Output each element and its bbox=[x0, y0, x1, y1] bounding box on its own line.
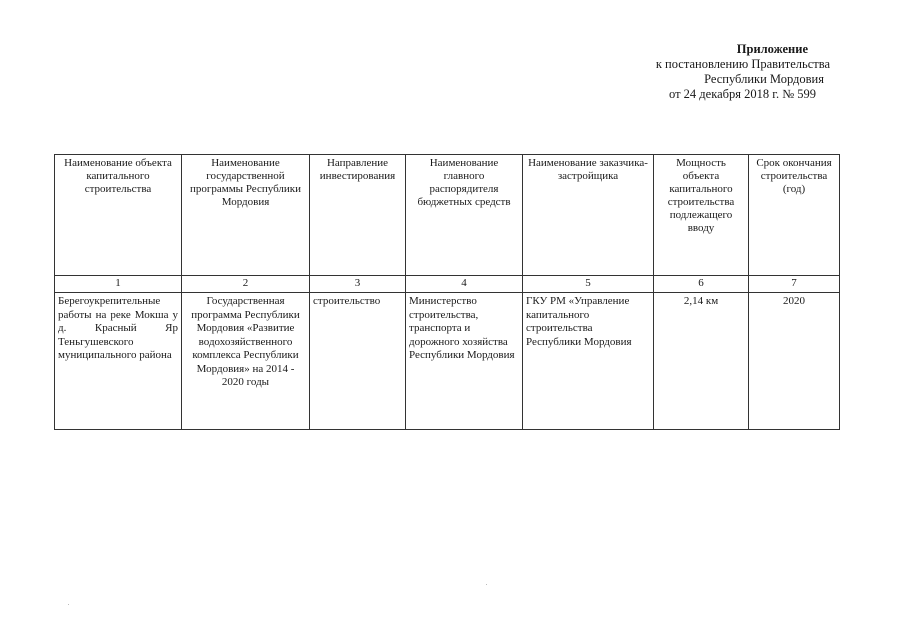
header-program-name: Наименование государственной программы Республики Мордовия bbox=[182, 155, 310, 276]
table-row bbox=[55, 293, 840, 430]
header-investment-direction: Направление инвестирования bbox=[310, 155, 406, 276]
column-number: 7 bbox=[749, 276, 840, 293]
resolution-reference: к постановлению Правительства bbox=[655, 57, 830, 71]
scan-speck bbox=[68, 604, 69, 605]
cell-completion-year: 2020 bbox=[749, 293, 840, 430]
column-number: 3 bbox=[310, 276, 406, 293]
cell-customer-developer: ГКУ РМ «Управление капитального строительства Республики Мордовия bbox=[523, 293, 654, 430]
cell-investment-direction: строительство bbox=[310, 293, 406, 430]
capital-construction-table bbox=[54, 154, 840, 430]
table-header-row bbox=[55, 155, 840, 276]
header-completion-year: Срок окончания строительства (год) bbox=[749, 155, 840, 276]
appendix-title: Приложение bbox=[736, 42, 808, 56]
cell-program-name: Государственная программа Республики Мордовия «Развитие водохозяйственного комплекса Республики Мордовия» на 2014 - 2020 годы bbox=[182, 293, 310, 430]
header-object-name: Наименование объекта капитального строительства bbox=[55, 155, 182, 276]
column-number: 6 bbox=[654, 276, 749, 293]
government-name: Республики Мордовия bbox=[704, 72, 824, 86]
cell-budget-manager: Министерство строительства, транспорта и дорожного хозяйства Республики Мордовия bbox=[406, 293, 523, 430]
cell-object-name: Берегоукрепительные работы на реке Мокша у д. Красный Яр Теньгушевского муниципального района bbox=[55, 293, 182, 430]
column-number: 4 bbox=[406, 276, 523, 293]
resolution-date-number: от 24 декабря 2018 г. № 599 bbox=[668, 87, 816, 101]
header-capacity: Мощность объекта капитального строительства подлежащего вводу bbox=[654, 155, 749, 276]
column-number: 5 bbox=[523, 276, 654, 293]
header-customer-developer: Наименование заказчика-застройщика bbox=[523, 155, 654, 276]
column-number: 1 bbox=[55, 276, 182, 293]
cell-capacity: 2,14 км bbox=[654, 293, 749, 430]
column-number: 2 bbox=[182, 276, 310, 293]
document-header bbox=[656, 42, 830, 102]
header-budget-manager: Наименование главного распорядителя бюджетных средств bbox=[406, 155, 523, 276]
scan-speck bbox=[486, 584, 487, 585]
column-number-row bbox=[55, 276, 840, 293]
